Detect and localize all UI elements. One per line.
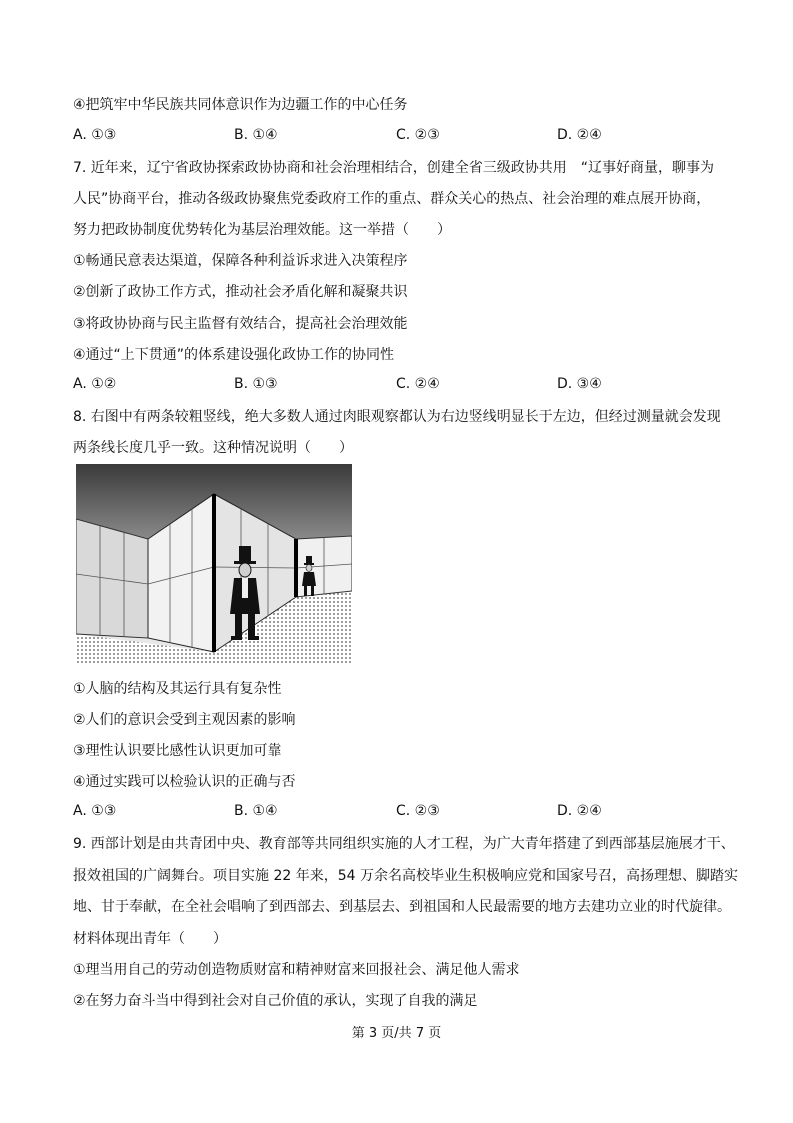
q6-choice-d: D. ②④: [557, 127, 602, 143]
q7-option-2: ②创新了政协工作方式，推动社会矛盾化解和凝聚共识: [73, 284, 408, 300]
q8-option-3: ③理性认识要比感性认识更加可靠: [73, 743, 282, 759]
q6-choice-b: B. ①④: [234, 127, 278, 143]
q9-stem-line-4: 材料体现出青年（ ）: [73, 931, 227, 947]
q7-option-1: ①畅通民意表达渠道，保障各种利益诉求进入决策程序: [73, 253, 408, 269]
q7-choice-c: C. ②④: [396, 376, 440, 392]
q7-option-4: ④通过“上下贯通”的体系建设强化政协工作的协同性: [73, 347, 395, 363]
q9-stem-line-2: 报效祖国的广阔舞台。项目实施 22 年来，54 万余名高校毕业生积极响应党和国家号召，高扬理想、脚踏实: [73, 868, 738, 884]
q8-choice-d: D. ②④: [557, 803, 602, 819]
q8-option-1: ①人脑的结构及其运行具有复杂性: [73, 681, 282, 697]
q9-option-1: ①理当用自己的劳动创造物质财富和精神财富来回报社会、满足他人需求: [73, 962, 520, 978]
q7-stem-line-2: 人民”协商平台，推动各级政协聚焦党委政府工作的重点、群众关心的热点、社会治理的难点展开协商，: [73, 191, 711, 207]
q7-option-3: ③将政协协商与民主监督有效结合，提高社会治理效能: [73, 316, 408, 332]
q9-stem-line-3: 地、甘于奉献，在全社会唱响了到西部去、到基层去、到祖国和人民最需要的地方去建功立业的时代旋律。: [73, 899, 731, 915]
q8-choice-c: C. ②③: [396, 803, 440, 819]
q8-choice-b: B. ①④: [234, 803, 278, 819]
page-footer: 第 3 页/共 7 页: [351, 1026, 442, 1041]
q7-stem-line-3: 努力把政协制度优势转化为基层治理效能。这一举措（ ）: [73, 222, 451, 238]
q6-answer-choices: [73, 127, 733, 147]
q7-choice-a: A. ①②: [73, 376, 117, 392]
q6-choice-c: C. ②③: [396, 127, 440, 143]
q7-choice-b: B. ①③: [234, 376, 278, 392]
q7-answer-choices: [73, 376, 733, 396]
q8-stem-line-2: 两条线长度几乎一致。这种情况说明（ ）: [73, 440, 353, 456]
q8-option-2: ②人们的意识会受到主观因素的影响: [73, 712, 296, 728]
q9-stem-line-1: 9. 西部计划是由共青团中央、教育部等共同组织实施的人才工程，为广大青年搭建了到西部基层施展才干、: [73, 836, 735, 852]
q9-option-2: ②在努力奋斗当中得到社会对自己价值的承认，实现了自我的满足: [73, 993, 478, 1009]
q6-option-4: ④把筑牢中华民族共同体意识作为边疆工作的中心任务: [73, 97, 408, 113]
q8-choice-a: A. ①③: [73, 803, 117, 819]
illusion-figure: [76, 464, 352, 664]
left-wall: [76, 519, 148, 638]
q8-answer-choices: [73, 803, 733, 823]
q6-choice-a: A. ①③: [73, 127, 117, 143]
q7-choice-d: D. ③④: [557, 376, 602, 392]
q8-stem-line-1: 8. 右图中有两条较粗竖线，绝大多数人通过肉眼观察都认为右边竖线明显长于左边，但经过测量就会发现: [73, 409, 721, 425]
q7-stem-line-1: 7. 近年来，辽宁省政协探索政协协商和社会治理相结合，创建全省三级政协共用 “辽事好商量，聊事为: [73, 160, 715, 176]
q8-option-4: ④通过实践可以检验认识的正确与否: [73, 774, 296, 790]
